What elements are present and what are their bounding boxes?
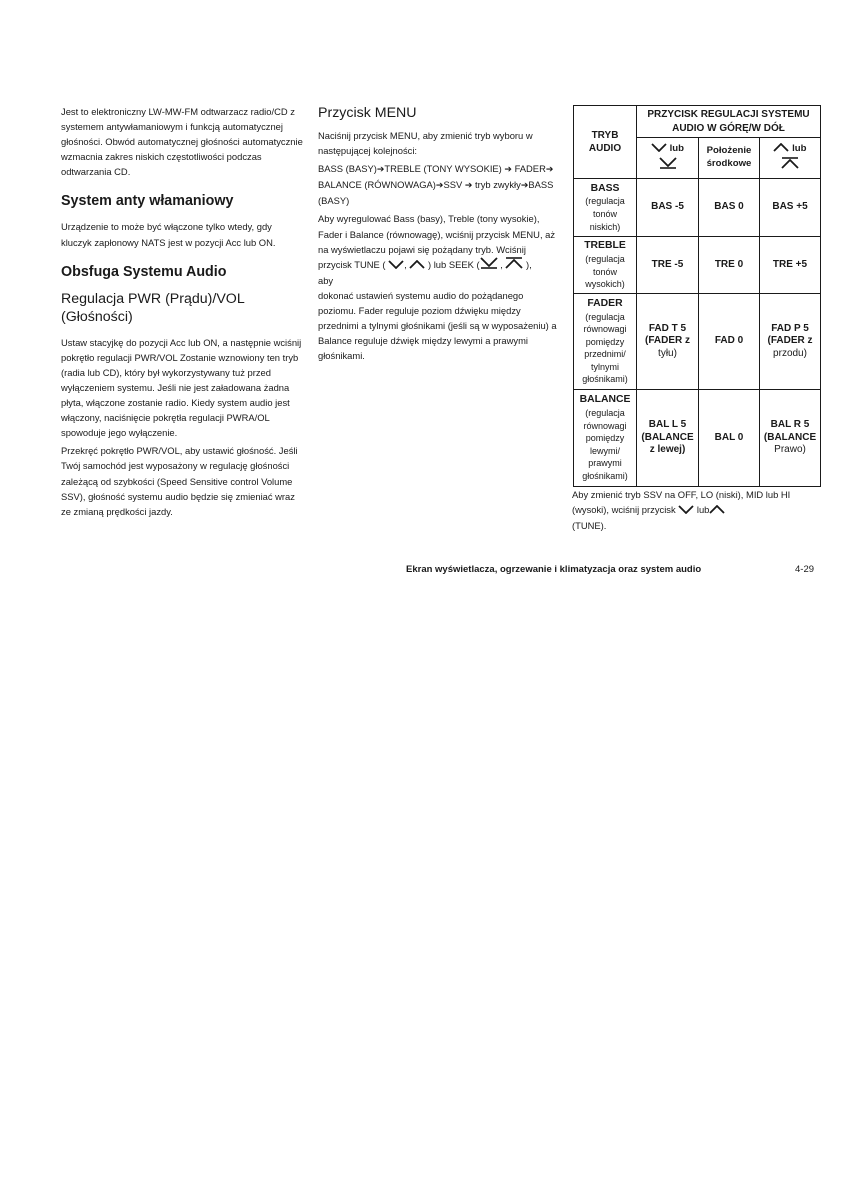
table-header-or: lub bbox=[792, 142, 807, 154]
heading-pwr-vol: Regulacja PWR (Prądu)/VOL (Głośności) bbox=[61, 290, 245, 325]
chevron-up-icon bbox=[773, 143, 789, 157]
table-header-center-line: środkowe bbox=[706, 158, 752, 169]
page-number: 4-29 bbox=[795, 564, 815, 575]
arrow-right-icon: ➔ bbox=[520, 180, 529, 191]
chevron-up-bar-icon bbox=[505, 257, 523, 273]
cell-fader-center: FAD 0 bbox=[699, 294, 760, 390]
table-row bbox=[574, 294, 821, 390]
chevron-up-bar-icon bbox=[781, 157, 799, 174]
right-column bbox=[572, 104, 822, 533]
table-row bbox=[574, 179, 821, 237]
middle-column bbox=[318, 104, 562, 363]
mode-cell-treble: TREBLE (regulacja tonów wysokich) bbox=[574, 237, 637, 294]
caption-text: Aby zmienić tryb SSV na OFF, LO (niski), MID lub HI (wysoki), wciśnij przycisk bbox=[572, 489, 791, 516]
footer-section-title: Ekran wyświetlacza, ogrzewanie i klimatyzacja oraz system audio bbox=[406, 564, 702, 575]
menu-paragraph-3 bbox=[318, 211, 562, 287]
menu-text-part: aby bbox=[318, 274, 334, 286]
caption-text: lub bbox=[696, 504, 710, 516]
arrow-right-icon: ➔ bbox=[376, 164, 385, 175]
menu-paragraph-4: dokonać ustawień systemu audio do pożądanego poziomu. Fader reguluje poziom dźwięku między przednimi a tylnymi głośnikami (jeśli są w wyposażeniu) a Balance reguluje dźwięk między lewymi a prawymi głośnikami. bbox=[318, 289, 557, 362]
table-row bbox=[574, 390, 821, 487]
menu-paragraph-1: Naciśnij przycisk MENU, aby zmienić tryb wyboru w następującej kolejności: bbox=[318, 130, 533, 157]
seq-bass: BASS (BASY) bbox=[318, 163, 377, 175]
table-row bbox=[574, 237, 821, 294]
chevron-down-icon bbox=[388, 258, 404, 273]
cell-balance-down: BAL L 5 (BALANCE z lewej) bbox=[637, 390, 699, 487]
ssv-caption bbox=[572, 487, 822, 533]
mode-cell-balance: BALANCE (regulacja równowagi pomiędzy lewymi/ prawymi głośnikami) bbox=[574, 390, 637, 487]
arrow-right-icon: ➔ bbox=[464, 180, 473, 191]
menu-text-part: ) lub SEEK ( bbox=[427, 258, 480, 270]
heading-menu-button: Przycisk MENU bbox=[318, 105, 417, 121]
cell-bass-down: BAS -5 bbox=[637, 179, 699, 237]
table-header-mode-line: AUDIO bbox=[588, 143, 622, 154]
seq-normal: tryb zwykły bbox=[474, 179, 521, 191]
table-header-up bbox=[760, 138, 821, 179]
audio-adjustment-table bbox=[573, 105, 821, 487]
arrow-right-icon: ➔ bbox=[504, 164, 512, 175]
table-header-adjust-button: PRZYCISK REGULACJI SYSTEMU AUDIO W GÓRĘ/W DÓŁ bbox=[637, 106, 821, 138]
pwr-vol-paragraph-1: Ustaw stacyjkę do pozycji Acc lub ON, a następnie wciśnij pokrętło regulacji PWR/VOL Zostanie wznowiony ten tryb (radia lub CD), który był wykorzystywany tuż przed wyłączeniem systemu. Jeśli nie jest załadowana żadna płyta, włączone zostanie radio. Kiedy system audio jest włączony, naciśnięcie pokrętła regulacji PWRA/OL spowoduje jego wyłączenie. bbox=[61, 336, 302, 439]
cell-fader-down: FAD T 5 (FADER z tyłu) bbox=[637, 294, 699, 390]
left-column bbox=[61, 104, 303, 519]
cell-treble-up: TRE +5 bbox=[760, 237, 821, 294]
caption-text: (TUNE). bbox=[572, 520, 607, 532]
cell-bass-up: BAS +5 bbox=[760, 179, 821, 237]
table-header-center bbox=[699, 138, 760, 179]
seq-fader: FADER bbox=[514, 163, 546, 175]
seq-bass-again: BASS (BASY) bbox=[318, 179, 554, 207]
seq-ssv: SSV bbox=[443, 179, 463, 191]
menu-sequence bbox=[318, 161, 562, 208]
pwr-vol-paragraph-2: Przekręć pokrętło PWR/VOL, aby ustawić głośność. Jeśli Twój samochód jest wyposażony w regulację głośności zależącą od szybkości (Speed Sensitive control Volume SSV), głośność systemu audio będzie się zmieniać wraz ze zmianą prędkości jazdy. bbox=[61, 445, 298, 517]
arrow-right-icon: ➔ bbox=[435, 180, 444, 191]
heading-audio-operation: Obsfuga Systemu Audio bbox=[61, 263, 227, 280]
chevron-down-bar-icon bbox=[480, 257, 498, 273]
anti-theft-paragraph: Urządzenie to może być włączone tylko wtedy, gdy kluczyk zapłonowy NATS jest w pozycji Acc lub ON. bbox=[61, 221, 276, 248]
intro-paragraph: Jest to elektroniczny LW-MW-FM odtwarzacz radio/CD z systemem antywłamaniowym i funkcją automatycznej głośności. Obwód automatycznej głośności automatycznie wzmacnia zakres niskich częstotliwości podczas odtwarzania CD. bbox=[61, 106, 303, 178]
table-header-center-line: Położenie bbox=[706, 145, 752, 157]
table-header-mode bbox=[574, 106, 637, 179]
seq-treble: TREBLE (TONY WYSOKIE) bbox=[384, 163, 502, 175]
cell-balance-center: BAL 0 bbox=[699, 390, 760, 487]
cell-balance-up: BAL R 5 (BALANCE Prawo) bbox=[760, 390, 821, 487]
cell-treble-down: TRE -5 bbox=[637, 237, 699, 294]
arrow-right-icon: ➔ bbox=[545, 164, 554, 175]
seq-balance: BALANCE (RÓWNOWAGA) bbox=[318, 179, 436, 191]
cell-bass-center: BAS 0 bbox=[699, 179, 760, 237]
heading-anti-theft: System anty włamaniowy bbox=[61, 193, 234, 210]
table-header-down bbox=[637, 138, 699, 179]
menu-text-part: ), bbox=[526, 258, 532, 270]
mode-cell-bass: BASS (regulacja tonów niskich) bbox=[574, 179, 637, 237]
mode-cell-fader: FADER (regulacja równowagi pomiędzy przednimi/ tylnymi głośnikami) bbox=[574, 294, 637, 390]
cell-fader-up: FAD P 5 (FADER z przodu) bbox=[760, 294, 821, 390]
menu-text-part: Aby wyregulować Bass (basy), Treble (tony wysokie), Fader i Balance (równowagę), wciśnij przycisk MENU, aż na wyświetlaczu pojawi się pożądany tryb. Wciśnij przycisk TUNE ( bbox=[318, 213, 556, 270]
table-header-or: lub bbox=[669, 142, 685, 154]
table-header-mode-line: TRYB bbox=[591, 129, 619, 141]
chevron-up-icon bbox=[709, 503, 725, 518]
chevron-down-bar-icon bbox=[659, 157, 677, 174]
chevron-down-icon bbox=[678, 503, 694, 518]
menu-text-part: , bbox=[500, 258, 503, 270]
menu-text-part: , bbox=[404, 258, 407, 270]
chevron-up-icon bbox=[409, 258, 425, 273]
chevron-down-icon bbox=[651, 143, 667, 157]
cell-treble-center: TRE 0 bbox=[699, 237, 760, 294]
